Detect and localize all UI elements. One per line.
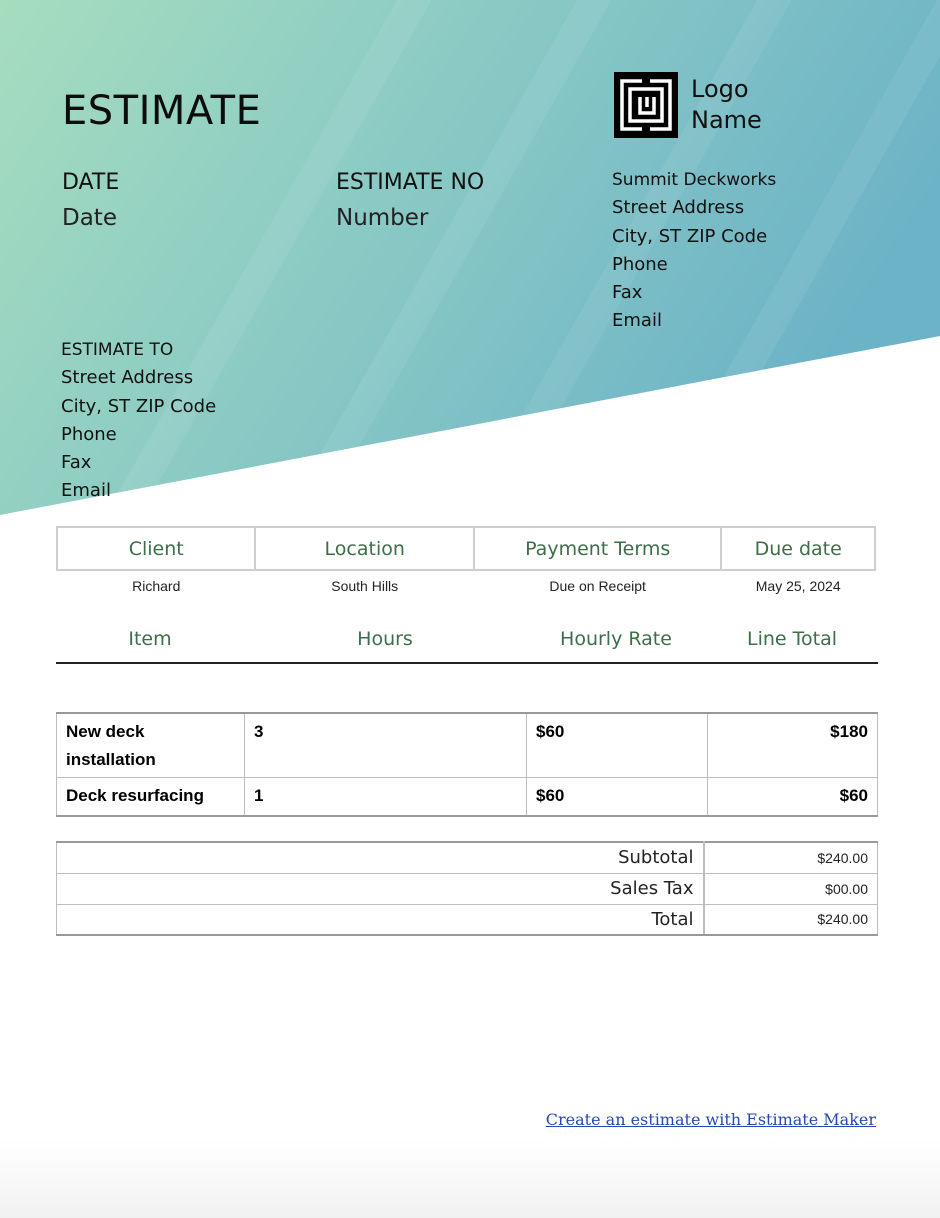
column-hours: Hours bbox=[357, 628, 413, 650]
estimate-to-phone: Phone bbox=[61, 423, 117, 445]
header-client: Client bbox=[57, 527, 255, 570]
item-rate: $60 bbox=[527, 777, 708, 816]
subtotal-label: Subtotal bbox=[57, 842, 704, 873]
subtotal-value: $240.00 bbox=[704, 842, 878, 873]
table-row bbox=[57, 713, 878, 777]
due-date-value: May 25, 2024 bbox=[755, 577, 841, 594]
logo-line-2: Name bbox=[691, 106, 762, 134]
item-name bbox=[57, 713, 245, 777]
logo-line-1: Logo bbox=[691, 75, 749, 103]
company-email: Email bbox=[612, 310, 662, 332]
client-info-table bbox=[56, 526, 876, 600]
header-due-date: Due date bbox=[721, 527, 875, 570]
document-title: ESTIMATE bbox=[62, 88, 262, 134]
date-value[interactable]: Date bbox=[62, 205, 117, 231]
item-line-total: $60 bbox=[708, 777, 878, 816]
table-row bbox=[57, 777, 878, 816]
estimate-no-label: ESTIMATE NO bbox=[336, 170, 485, 195]
estimate-to-email: Email bbox=[61, 480, 111, 502]
company-address-block bbox=[612, 166, 776, 336]
total-label: Total bbox=[57, 904, 704, 935]
item-rate: $60 bbox=[527, 713, 708, 777]
bottom-shade bbox=[0, 1140, 940, 1218]
line-items-table bbox=[56, 712, 878, 817]
item-line-total: $180 bbox=[708, 713, 878, 777]
sales-tax-label: Sales Tax bbox=[57, 873, 704, 904]
logo-name bbox=[691, 74, 762, 136]
client-value: Richard bbox=[132, 577, 181, 594]
estimate-to-street: Street Address bbox=[61, 367, 194, 389]
date-label: DATE bbox=[62, 170, 120, 195]
estimate-maker-link[interactable]: Create an estimate with Estimate Maker bbox=[545, 1110, 876, 1129]
estimate-no-value[interactable]: Number bbox=[336, 205, 429, 231]
company-name: Summit Deckworks bbox=[612, 170, 777, 190]
payment-terms-value: Due on Receipt bbox=[549, 577, 646, 594]
company-city: City, ST ZIP Code bbox=[612, 225, 768, 247]
column-hourly-rate: Hourly Rate bbox=[560, 628, 672, 650]
items-header bbox=[56, 625, 878, 664]
estimate-to-city: City, ST ZIP Code bbox=[61, 395, 217, 417]
header-payment-terms: Payment Terms bbox=[474, 527, 721, 570]
estimate-to-label: ESTIMATE TO bbox=[61, 340, 174, 360]
estimate-to-fax: Fax bbox=[61, 452, 92, 474]
company-phone: Phone bbox=[612, 253, 668, 275]
item-name: Deck resurfacing bbox=[57, 777, 245, 816]
column-line-total: Line Total bbox=[746, 628, 837, 650]
location-value: South Hills bbox=[331, 577, 399, 594]
header-location: Location bbox=[255, 527, 474, 570]
estimate-to-block bbox=[61, 336, 216, 506]
logo-icon bbox=[614, 72, 678, 138]
totals-table bbox=[56, 841, 878, 936]
item-hours: 3 bbox=[245, 713, 527, 777]
company-fax: Fax bbox=[612, 282, 643, 304]
company-street: Street Address bbox=[612, 197, 745, 219]
item-name-line-2: installation bbox=[66, 750, 156, 769]
sales-tax-value: $00.00 bbox=[704, 873, 878, 904]
column-item: Item bbox=[128, 628, 172, 650]
total-value: $240.00 bbox=[704, 904, 878, 935]
item-hours: 1 bbox=[245, 777, 527, 816]
item-name-line-1: New deck bbox=[66, 722, 145, 741]
